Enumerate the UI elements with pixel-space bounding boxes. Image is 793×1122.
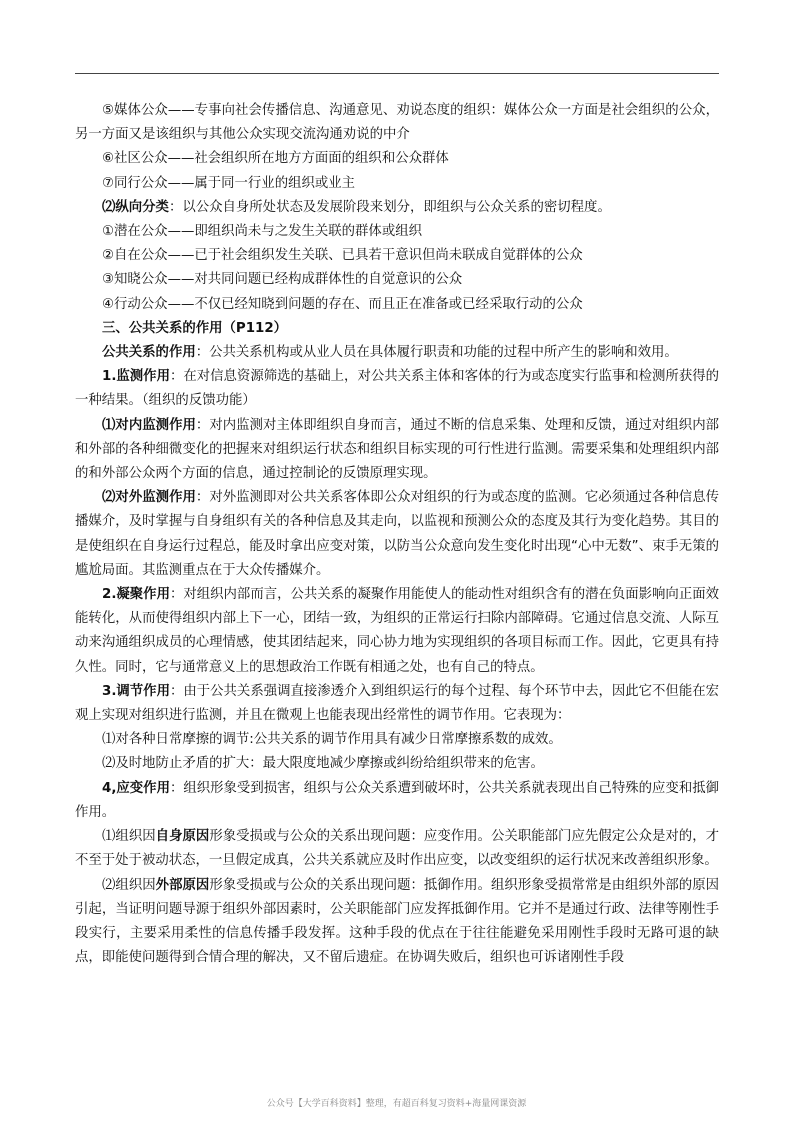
paragraph-community-public: ⑥社区公众——社会组织所在地方方面面的组织和公众群体 (102, 151, 449, 167)
definition-label: 公共关系的作用 (102, 345, 196, 361)
paragraph-active-public: ④行动公众——不仅已经知晓到问题的存在、而且正在准备或已经采取行动的公众 (102, 296, 583, 312)
header-rule (75, 73, 719, 74)
paragraph-external-cause (75, 874, 719, 971)
vertical-classification-label: ⑵纵向分类 (102, 199, 169, 215)
paragraph-informed-public: ③知晓公众——对共同问题已经构成群体性的自觉意识的公众 (102, 272, 463, 288)
internal-cause-label: 自身原因 (155, 829, 210, 845)
external-monitoring-text: ：对外监测即对公共关系客体即公众对组织的行为或态度的监测。它必须通过各种信息传播媒介，及时掌握与自身组织有关的各种信息及其走向，以监视和预测公众的态度及其行为变化趋势。其目的是使组织在自身运行过程总，能及时拿出应变对策，以防当公众意向发生变化时出现“心中无数”、束手无策的尴尬局面。其监测重点在于大众传播媒介。 (75, 490, 720, 578)
paragraph-aware-self-public: ②自在公众——已于社会组织发生关联、已具若干意识但尚未联成自觉群体的公众 (102, 248, 583, 264)
regulation-text: ：由于公共关系强调直接渗透介入到组织运行的每个过程、每个环节中去，因此它不但能在宏观上实现对组织进行监测，并且在微观上也能表现出经常性的调节作用。它表现为： (75, 683, 719, 724)
internal-monitoring-text: ：对内监测对主体即组织自身而言，通过不断的信息采集、处理和反馈，通过对组织内部和外部的各种细微变化的把握来对组织运行状态和组织目标实现的可行性进行监测。需要采集和处理组织内部的和外部公众两个方面的信息，通过控制论的反馈原理实现。 (75, 417, 720, 482)
external-monitoring-label: ⑵对外监测作用 (102, 490, 196, 506)
document-body (75, 99, 719, 970)
paragraph-media-public: ⑤媒体公众——专事向社会传播信息、沟通意见、劝说态度的组织：媒体公众一方面是社会组织的公众，另一方面又是该组织与其他公众实现交流沟通劝说的中介 (75, 103, 719, 143)
paragraph-peer-public: ⑦同行公众——属于同一行业的组织或业主 (102, 175, 356, 191)
cohesion-text: ：对组织内部而言，公共关系的凝聚作用能使人的能动性对组织含有的潜在负面影响向正面效能转化，从而使得组织内部上下一心，团结一致，为组织的正常运行扫除内部障碍。它通过信息交流、人际互动来沟通组织成员的心理情感，使其团结起来，同心协力地为实现组织的各项目标而工作。因此，它更具有持久性。同时，它与通常意义上的思想政治工作既有相通之处，也有自己的特点。 (75, 587, 719, 675)
vertical-classification-text: ：以公众自身所处状态及发展阶段来划分，即组织与公众关系的密切程度。 (168, 199, 611, 215)
internal-monitoring-label: ⑴对内监测作用 (102, 417, 196, 433)
paragraph-pr-function-definition (75, 341, 719, 365)
paragraph-monitoring (75, 365, 719, 413)
adaptation-text: ：组织形象受到损害，组织与公众关系遭到破坏时，公共关系就表现出自己特殊的应变和抵御作用。 (75, 780, 719, 820)
regulation-label: 3.调节作用 (102, 683, 170, 699)
external-cause-prefix: ⑵组织因 (102, 877, 156, 893)
paragraph-regulation-conflict: ⑵及时地防止矛盾的扩大：最大限度地减少摩擦或纠纷给组织带来的危害。 (102, 756, 544, 772)
internal-cause-prefix: ⑴组织因 (102, 829, 156, 845)
external-cause-label: 外部原因 (155, 877, 210, 893)
paragraph-external-monitoring (75, 486, 719, 583)
paragraph-regulation-friction: ⑴对各种日常摩擦的调节:公共关系的调节作用具有减少日常摩擦系数的成效。 (102, 732, 562, 748)
paragraph-regulation (75, 680, 719, 728)
adaptation-label: 4,应变作用 (102, 780, 170, 796)
external-cause-text: 形象受损或与公众的关系出现问题：抵御作用。组织形象受损常常是由组织外部的原因引起，当证明问题导源于组织外部因素时，公关职能部门应发挥抵御作用。它并不是通过行政、法律等刚性手段实行，主要采用柔性的信息传播手段发挥。这种手段的优点在于往往能避免采用刚性手段时无路可退的缺点，即能使问题得到合情合理的解决，又不留后遗症。在协调失败后，组织也可诉诸刚性手段 (75, 877, 720, 966)
paragraph-vertical-classification (75, 196, 719, 220)
paragraph-cohesion (75, 583, 719, 680)
paragraph-latent-public: ①潜在公众——即组织尚未与之发生关联的群体或组织 (102, 224, 422, 240)
internal-cause-text: 形象受损或与公众的关系出现问题：应变作用。公关职能部门应先假定公众是对的，才不至于处于被动状态，一旦假定成真，公共关系就应及时作出应变，以改变组织的运行状况来改善组织形象。 (75, 829, 720, 869)
paragraph-internal-cause (75, 825, 719, 873)
monitoring-label: 1.监测作用 (102, 369, 170, 385)
monitoring-text: ：在对信息资源筛选的基础上，对公共关系主体和客体的行为或态度实行监事和检测所获得的一种结果。（组织的反馈功能） (75, 369, 719, 409)
definition-text: ：公共关系机构或从业人员在具体履行职责和功能的过程中所产生的影响和效用。 (195, 345, 678, 361)
paragraph-internal-monitoring (75, 414, 719, 487)
paragraph-adaptation (75, 777, 719, 825)
section-heading-pr-functions: 三、公共关系的作用（P112） (102, 320, 288, 336)
cohesion-label: 2.凝聚作用 (102, 587, 170, 603)
page-footer: 公众号【大学百科资料】整理，有超百科复习资料+海量网课资源 (266, 1099, 527, 1109)
